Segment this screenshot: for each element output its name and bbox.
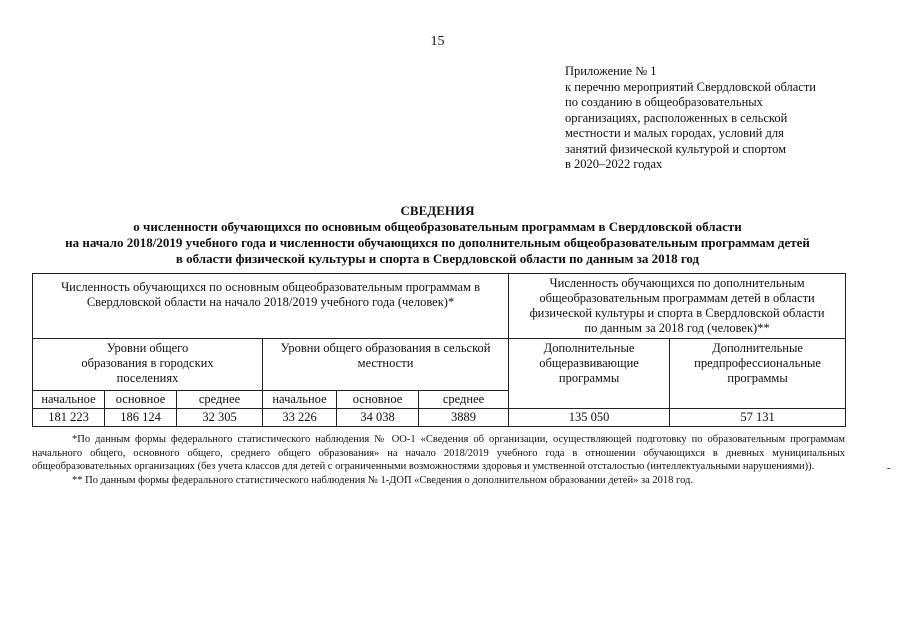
appendix-line: Приложение № 1 <box>565 64 657 78</box>
heading-line: на начало 2018/2019 учебного года и численности обучающихся по дополнительным общеобразовательным программам детей <box>65 235 810 250</box>
value-cell: 33 226 <box>263 409 337 427</box>
group-rural-levels: Уровни общего образования в сельской местности <box>263 339 509 391</box>
level-cell: начальное <box>263 391 337 409</box>
table-group-row <box>33 339 846 391</box>
value-cell: 57 131 <box>670 409 846 427</box>
value-cell: 186 124 <box>105 409 177 427</box>
appendix-line: к перечню мероприятий Свердловской области <box>565 79 816 94</box>
group-preprofessional-programs: Дополнительные предпрофессиональные программы <box>670 339 846 409</box>
appendix-line: по созданию в общеобразовательных <box>565 95 763 109</box>
level-cell: основное <box>105 391 177 409</box>
table-header-row <box>33 274 846 339</box>
margin-mark: - <box>887 462 891 474</box>
appendix-block <box>565 64 865 173</box>
value-cell: 181 223 <box>33 409 105 427</box>
heading-line: о численности обучающихся по основным общеобразовательным программам в Свердловской области <box>133 219 742 234</box>
document-heading <box>0 203 875 267</box>
footnotes <box>32 426 845 487</box>
header-main-education: Численность обучающихся по основным общеобразовательным программам в Свердловской области на начало 2018/2019 учебного года (человек)* <box>33 274 509 339</box>
appendix-line: организациях, расположенных в сельской <box>565 110 788 125</box>
level-cell: среднее <box>419 391 509 409</box>
table-values-row <box>33 409 846 427</box>
statistics-table <box>32 273 846 427</box>
level-cell: среднее <box>177 391 263 409</box>
header-additional-education: Численность обучающихся по дополнительным общеобразовательным программам детей в области физической культуры и спорта в Свердловской области по данным за 2018 год (человек)** <box>509 274 846 339</box>
heading-title: СВЕДЕНИЯ <box>400 203 475 218</box>
level-cell: основное <box>337 391 419 409</box>
value-cell: 135 050 <box>509 409 670 427</box>
footnote-divider <box>32 426 167 427</box>
heading-line: в области физической культуры и спорта в Свердловской области по данным за 2018 год <box>175 251 700 266</box>
footnote-1: *По данным формы федерального статистического наблюдения № ОО-1 «Сведения об организации, осуществляющей подготовку по образовательным программам начального общего, основного общего, среднего общего образования» на начало 2018/2019 учебного года в отношении обучающихся в дневных муниципальных общеобразовательных организациях (без учета классов для детей с ограниченными возможностями здоровья и умственной отсталостью (интеллектуальными нарушениями)). <box>32 434 845 472</box>
group-urban-levels: Уровни общего образования в городских поселениях <box>33 339 263 391</box>
value-cell: 34 038 <box>337 409 419 427</box>
appendix-line: в 2020–2022 годах <box>565 157 663 171</box>
appendix-line: занятий физической культурой и спортом <box>565 141 787 156</box>
value-cell: 32 305 <box>177 409 263 427</box>
group-developmental-programs: Дополнительные общеразвивающие программы <box>509 339 670 409</box>
footnote-2: ** По данным формы федерального статистического наблюдения № 1-ДОП «Сведения о дополнительном образовании детей» за 2018 год. <box>72 474 693 486</box>
page-number: 15 <box>430 34 445 49</box>
appendix-line: местности и малых городах, условий для <box>565 126 784 140</box>
value-cell: 3889 <box>419 409 509 427</box>
level-cell: начальное <box>33 391 105 409</box>
